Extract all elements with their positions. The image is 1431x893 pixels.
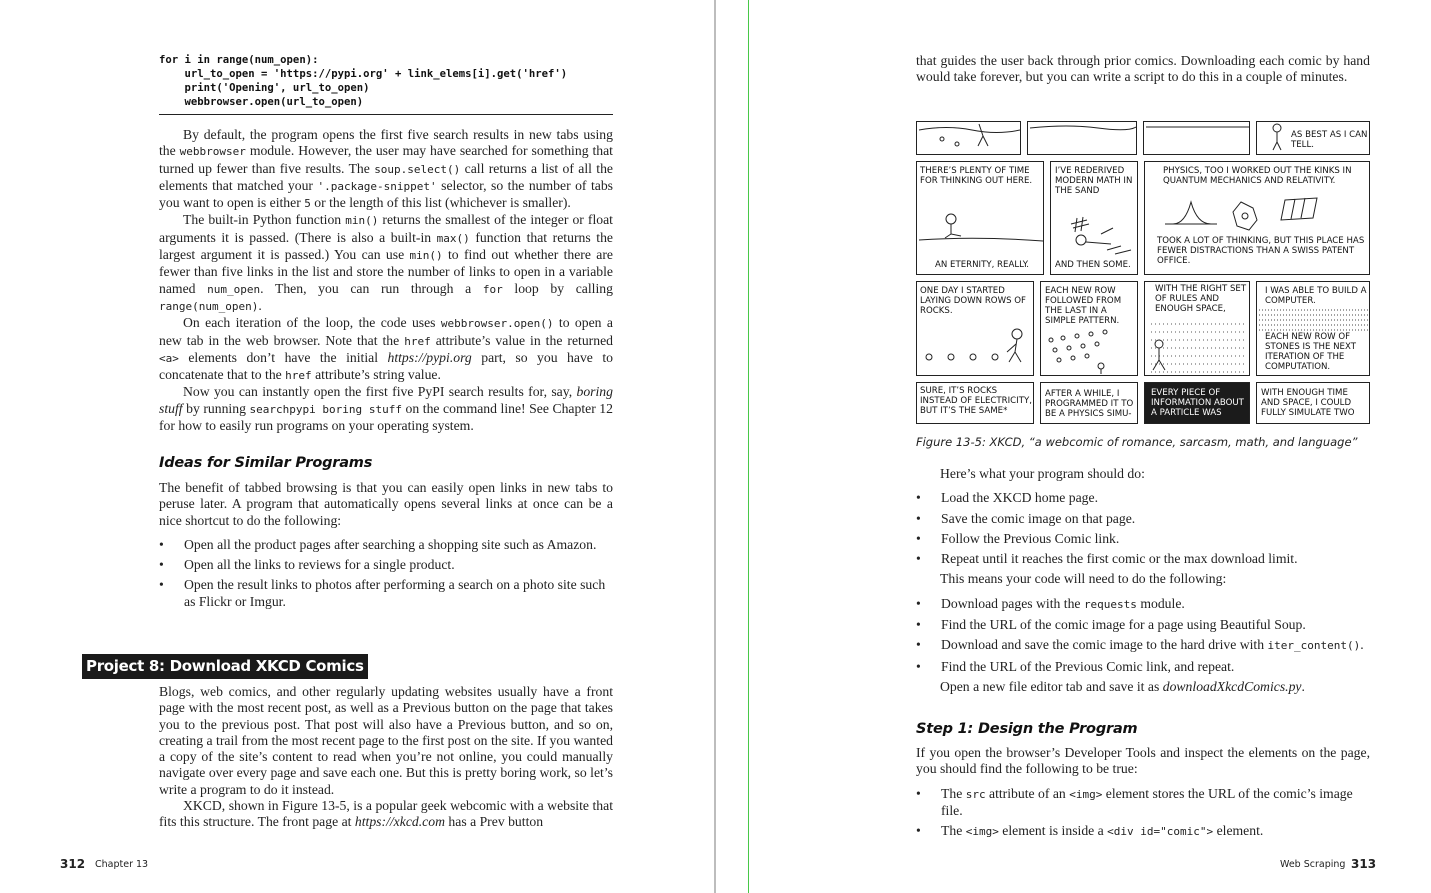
section-heading: Ideas for Similar Programs — [159, 455, 373, 471]
comic-text: THERE’S PLENTY OF TIME FOR THINKING OUT HERE. — [920, 166, 1033, 186]
paragraph: Blogs, web comics, and other regularly updating websites usually have a front page with the most recent post, as well as a Previous button on the page that takes you to the previous post. That post will also have a Previous button, and so on, creating a trail from the most recent page to the first post on the site. If you wanted a copy of the site’s content to read when you’re not online, you could manually navigate over every page and save each one. But this is pretty boring work, so let’s write a program to do it instead. — [159, 684, 613, 797]
comic-panel — [1027, 121, 1137, 155]
comic-panel — [1256, 121, 1370, 155]
list-item: • Find the URL of the comic image for a page using Beautiful Soup. — [916, 617, 1370, 633]
bullet-list — [159, 537, 613, 610]
comic-panel — [916, 382, 1034, 424]
list-item: • The src attribute of an <img> element stores the URL of the comic’s image file. — [916, 786, 1370, 820]
paragraph: On each iteration of the loop, the code uses webbrowser.open() to open a new tab in the web browser. Note that the href attribute’s value in the returned <a> elements don’t have the initial https://pypi.org part, so you have to concatenate that to the href attribute’s string value. — [159, 315, 613, 383]
code-line: print('Opening', url_to_open) — [159, 82, 370, 94]
comic-text: I’VE REDERIVED MODERN MATH IN THE SAND — [1055, 166, 1133, 196]
paragraph: This means your code will need to do the following: — [940, 571, 1227, 587]
comic-text: EACH NEW ROW OF STONES IS THE NEXT ITERATION OF THE COMPUTATION. — [1265, 332, 1356, 372]
list-item: • Open all the links to reviews for a single product. — [159, 557, 613, 573]
right-page — [749, 0, 1431, 893]
comic-text: I WAS ABLE TO BUILD A COMPUTER. — [1265, 286, 1367, 306]
comic-panel — [1143, 121, 1250, 155]
paragraph: Now you can instantly open the first five PyPI search results for, say, boring stuff by running searchpypi boring stuff on the command line! See Chapter 12 for how to easily run programs on your operating system. — [159, 384, 613, 434]
gutter-divider — [714, 0, 716, 893]
steps-block — [916, 466, 1370, 695]
paragraph: If you open the browser’s Developer Tools and inspect the elements on the page, you should find the following to be true: — [916, 745, 1370, 777]
comic-text: AND THEN SOME. — [1055, 260, 1131, 270]
ideas-block — [159, 480, 613, 614]
bullet-list — [916, 786, 1370, 841]
list-item: • The <img> element is inside a <div id="comic"> element. — [916, 823, 1370, 840]
figure-caption: Figure 13-5: XKCD, “a webcomic of romance, sarcasm, math, and language” — [916, 435, 1358, 449]
paragraph: Here’s what your program should do: — [940, 466, 1145, 481]
list-item: • Save the comic image on that page. — [916, 511, 1370, 527]
list-item: • Find the URL of the Previous Comic link, and repeat. — [916, 659, 1370, 675]
comic-text: PHYSICS, TOO I WORKED OUT THE KINKS IN QUANTUM MECHANICS AND RELATIVITY. — [1163, 166, 1352, 186]
rock-rows-drawing — [1041, 282, 1138, 376]
panel-drawing — [917, 122, 1021, 155]
bullet-list — [916, 490, 1370, 567]
paragraph: By default, the program opens the first five search results in new tabs using the webbrowser module. However, the user may have searched for something that turned up fewer than five results. The soup.select() call returns a list of all the elements that matched your '.package-snippet' selector, so the number of tabs you want to open is either 5 or the length of this list (whichever is smaller). — [159, 127, 613, 211]
comic-panel — [1144, 161, 1370, 275]
list-item: • Repeat until it reaches the first comic or the max download limit. — [916, 551, 1370, 567]
comic-text: AS BEST AS I CAN TELL. — [1291, 130, 1368, 150]
list-item: • Open all the product pages after searching a shopping site such as Amazon. — [159, 537, 613, 553]
panel-drawing — [1144, 122, 1250, 155]
list-item: • Download and save the comic image to the hard drive with iter_content(). — [916, 637, 1370, 654]
comic-panel — [1050, 161, 1138, 275]
list-item: • Follow the Previous Comic link. — [916, 531, 1370, 547]
rock-grid-drawing — [1145, 282, 1250, 376]
comic-panel — [1256, 281, 1370, 376]
stick-figure-icon — [917, 162, 1044, 275]
comic-panel — [916, 161, 1044, 275]
comic-text: AFTER A WHILE, I PROGRAMMED IT TO BE A PHYSICS SIMU- — [1045, 389, 1134, 419]
chapter-label: Chapter 13 — [95, 859, 149, 870]
paragraph: XKCD, shown in Figure 13-5, is a popular geek webcomic with a website that fits this structure. The front page at https://xkcd.com has a Prev button — [159, 798, 613, 830]
body-text-block — [159, 127, 613, 434]
comic-text: WITH THE RIGHT SET OF RULES AND ENOUGH SPACE, — [1155, 284, 1247, 314]
list-item: • Open the result links to photos after performing a search on a photo site such as Flickr or Imgur. — [159, 577, 613, 610]
code-listing — [159, 53, 567, 109]
list-item: • Load the XKCD home page. — [916, 490, 1370, 506]
code-line: for i in range(num_open): — [159, 54, 319, 66]
left-page — [0, 0, 682, 893]
comic-text: AN ETERNITY, REALLY. — [935, 260, 1029, 270]
project-heading: Project 8: Download XKCD Comics — [82, 654, 368, 679]
comic-panel — [1256, 382, 1370, 424]
comic-text: EACH NEW ROW FOLLOWED FROM THE LAST IN A SIMPLE PATTERN. — [1045, 286, 1122, 326]
page-number: 313 — [1351, 857, 1377, 871]
comic-text: SURE, IT’S ROCKS INSTEAD OF ELECTRICITY, BUT IT’S THE SAME* — [920, 386, 1032, 416]
comic-panel — [1144, 281, 1250, 376]
comic-text: WITH ENOUGH TIME AND SPACE, I COULD FULLY SIMULATE TWO — [1261, 388, 1355, 418]
page-number: 312 — [60, 857, 86, 871]
step-block — [916, 745, 1370, 844]
paragraph: The benefit of tabbed browsing is that you can easily open links in new tabs to peruse later. A program that automatically opens several links at once can be a nice shortcut to do the following: — [159, 480, 613, 528]
comic-panel — [1040, 281, 1138, 376]
paragraph: Open a new file editor tab and save it as downloadXkcdComics.py. — [940, 678, 1305, 694]
comic-text: ONE DAY I STARTED LAYING DOWN ROWS OF ROCKS. — [920, 286, 1026, 316]
comic-text: TOOK A LOT OF THINKING, BUT THIS PLACE HAS FEWER DISTRACTIONS THAN A SWISS PATENT OFFICE. — [1157, 236, 1365, 266]
code-line: url_to_open = 'https://pypi.org' + link_elems[i].get('href') — [159, 68, 568, 80]
rocks-drawing — [917, 282, 1034, 376]
comic-panel-dark — [1144, 382, 1250, 424]
bullet-list — [916, 596, 1370, 675]
paragraph: that guides the user back through prior comics. Downloading each comic by hand would take forever, but you can write a script to do this in a couple of minutes. — [916, 53, 1370, 85]
comic-text: EVERY PIECE OF INFORMATION ABOUT A PARTICLE WAS — [1151, 388, 1244, 418]
intro-block — [916, 53, 1370, 86]
sand-math-drawing — [1051, 162, 1138, 275]
panel-drawing — [1028, 122, 1137, 155]
chapter-label: Web Scraping — [1280, 859, 1346, 870]
comic-panel — [916, 121, 1021, 155]
code-rule — [159, 114, 613, 115]
list-item: • Download pages with the requests module. — [916, 596, 1370, 613]
comic-panel — [1040, 382, 1138, 424]
section-heading: Step 1: Design the Program — [916, 721, 1138, 737]
comic-figure — [916, 121, 1370, 424]
paragraph: The built-in Python function min() returns the smallest of the integer or float arguments it is passed. (There is also a built-in max() function that returns the largest argument it is passed.) You can use min() to find out whether there are fewer than five links in the list and store the number of links to open in a variable named num_open. Then, you can run through a for loop by calling range(num_open). — [159, 212, 613, 313]
comic-panel — [916, 281, 1034, 376]
code-line: webbrowser.open(url_to_open) — [159, 96, 364, 108]
project-text-block — [159, 684, 613, 831]
